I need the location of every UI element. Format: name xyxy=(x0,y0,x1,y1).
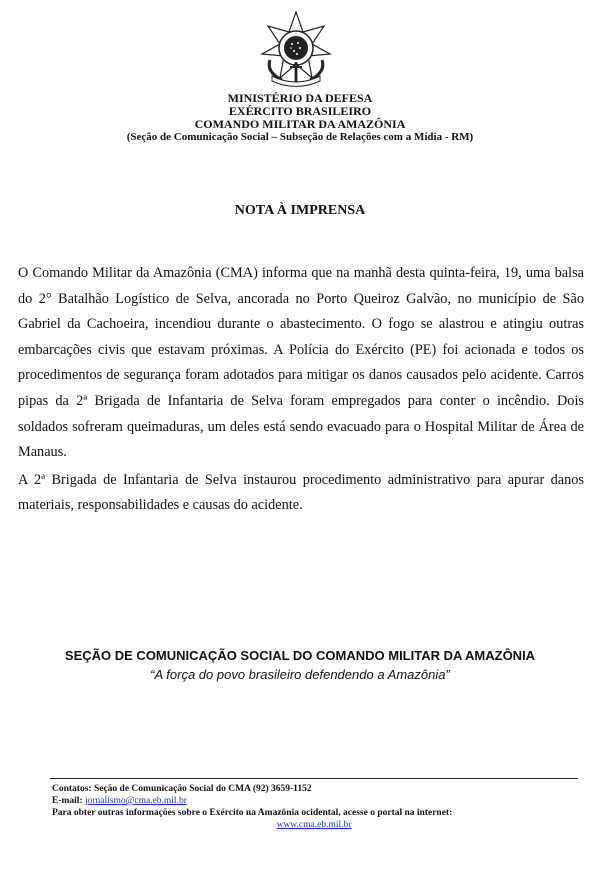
email-link[interactable]: jornalismo@cma.eb.mil.br xyxy=(84,796,187,806)
footer-slogan: “A força do povo brasileiro defendendo a Amazônia” xyxy=(150,667,450,682)
contacts-block xyxy=(52,783,576,831)
ministry-line: MINISTÉRIO DA DEFESA xyxy=(227,91,373,105)
footer-divider xyxy=(50,778,578,779)
contacts-phone-line: Contatos: Seção de Comunicação Social do CMA (92) 3659-1152 xyxy=(52,784,312,794)
body-paragraph: A 2ª Brigada de Infantaria de Selva instaurou procedimento administrativo para apurar danos materiais, responsabilidades e causas do acidente. xyxy=(18,471,584,514)
document-title: NOTA À IMPRENSA xyxy=(234,203,366,218)
email-label: E-mail: xyxy=(52,796,85,806)
body-paragraph: O Comando Militar da Amazônia (CMA) informa que na manhã desta quinta-feira, 19, uma balsa do 2° Batalhão Logístico de Selva, ancorada no Porto Queiroz Galvão, no município de São Gabriel da Cachoeira, incendiou durante o abastecimento. O fogo se alastrou e atingiu outras embarcações civis que estavam próximas. A Polícia do Exército (PE) foi acionada e todos os procedimentos de segurança foram adotados para mitigar os danos causados pelo acidente. Carros pipas da 2ª Brigada de Infantaria de Selva foram empregados para conter o incêndio. Dois soldados sofreram queimaduras, um deles está sendo evacuado para o Hospital Militar de Área de Manaus. xyxy=(18,265,584,461)
section-line: (Seção de Comunicação Social – Subseção de Relações com a Mídia - RM) xyxy=(126,131,474,143)
letterhead xyxy=(0,92,600,144)
contacts-email-line xyxy=(52,795,576,807)
command-line: COMANDO MILITAR DA AMAZÔNIA xyxy=(194,117,406,131)
footer-title: SEÇÃO DE COMUNICAÇÃO SOCIAL DO COMANDO MILITAR DA AMAZÔNIA xyxy=(64,648,536,663)
website-link[interactable]: www.cma.eb.mil.br xyxy=(276,820,352,830)
contacts-website-line xyxy=(52,819,576,831)
document-body xyxy=(18,261,584,519)
contacts-portal-line: Para obter outras informações sobre o Exército na Amazônia ocidental, acesse o portal na internet: xyxy=(52,808,453,818)
brazil-coat-of-arms-icon xyxy=(258,10,334,88)
army-line: EXÉRCITO BRASILEIRO xyxy=(228,104,372,118)
